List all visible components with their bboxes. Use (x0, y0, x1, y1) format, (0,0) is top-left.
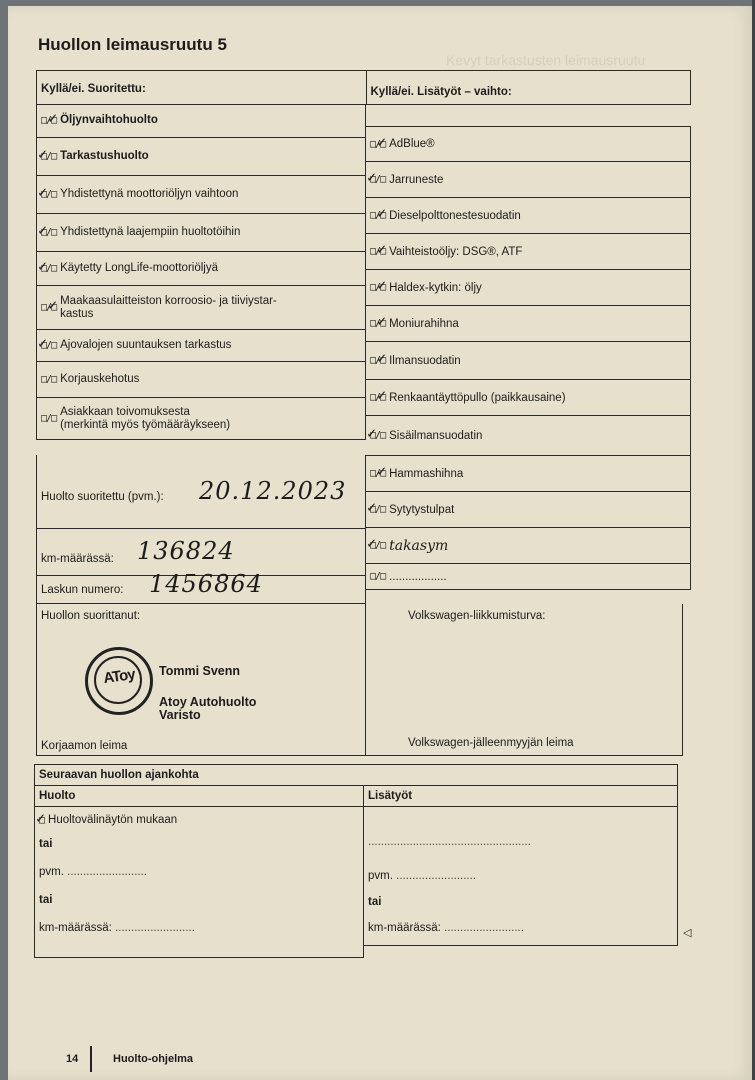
right-row-label: .................. (389, 570, 447, 583)
left-row (36, 252, 366, 286)
right-column (366, 126, 691, 590)
right-header: Kyllä/ei. Lisätyöt – vaihto: (366, 71, 691, 105)
dealer-stamp-label: Volkswagen-jälleenmyyjän leima (408, 737, 574, 749)
checkbox-pair: □ ✓/□ (41, 227, 56, 238)
next-service-right (364, 786, 678, 946)
left-row (36, 398, 366, 440)
next-service-left (34, 786, 364, 958)
or-right: tai (368, 896, 382, 908)
left-row-label: Maakaasulaitteiston korroosio- ja tiiviystar- kastus (60, 294, 277, 320)
next-date-left: pvm. ......................... (39, 866, 148, 878)
right-row (366, 492, 691, 528)
checkbox-pair: □ ✓/□ (41, 340, 56, 351)
right-row (366, 162, 691, 198)
checkbox-pair: □/□ ✓ (370, 468, 385, 479)
right-row-label: Haldex-kytkin: öljy (389, 281, 482, 294)
next-km-right: km-määrässä: ......................... (368, 922, 524, 934)
dealer-cell (366, 604, 683, 756)
checkbox-pair: □/□ ✓ (370, 318, 385, 329)
checkbox-pair: □/□ ✓ (41, 115, 56, 126)
checkbox-pair: □/□ ✓ (370, 139, 385, 150)
right-row-label: Dieselpolttonestesuodatin (389, 209, 521, 222)
workshop-stamp (37, 604, 365, 749)
right-row-label: Jarruneste (389, 173, 444, 186)
right-row (366, 564, 691, 590)
checkbox-pair: □/□ ✓ (41, 302, 56, 313)
right-row-label: Hammashihna (389, 467, 464, 480)
performer-label: Huollon suorittanut: (41, 610, 141, 622)
checkbox-pair: □/□ ✓ (370, 392, 385, 403)
right-row (366, 234, 691, 270)
col-right-label: Lisätyöt (368, 790, 413, 802)
continue-marker: ◁ (683, 927, 692, 939)
left-header: Kyllä/ei. Suoritettu: (37, 71, 367, 105)
right-row-label: Sytytystulpat (389, 503, 455, 516)
atoy-logo (85, 647, 153, 715)
right-row (366, 126, 691, 162)
checkbox-pair: □ ✓/□ (370, 540, 385, 551)
ghost-text: Kevyt tarkastusten leimausruutu (446, 52, 646, 68)
right-row-label: Moniurahihna (389, 317, 459, 330)
checkbox-pair: □ ✓/□ (370, 504, 385, 515)
stamp-company (159, 696, 256, 722)
next-service-header-row (34, 764, 678, 786)
right-row (366, 198, 691, 234)
left-row-label: Asiakkaan toivomuksesta (merkintä myös työmääräykseen) (60, 405, 231, 431)
checkbox-pair: □ ✓/□ (370, 430, 385, 441)
left-row (36, 138, 366, 176)
page-title: Huollon leimausruutu 5 (38, 35, 227, 54)
left-row-label: Käytetty LongLife-moottoriöljyä (60, 262, 218, 274)
extra-dots: ................................................... (368, 836, 531, 848)
footer-section: Huolto-ohjelma (113, 1053, 194, 1065)
right-row-label: Ilmansuodatin (389, 354, 461, 367)
checkbox-pair: □/□ ✓ (370, 355, 385, 366)
workshop-stamp-label: Korjaamon leima (41, 740, 128, 752)
checkbox-pair: □/□ (41, 413, 57, 424)
next-date-right: pvm. ......................... (368, 870, 477, 882)
page-number: 14 (66, 1053, 79, 1065)
footer-divider (90, 1046, 92, 1072)
checkbox-pair: □ ✓/□ (41, 151, 56, 162)
or-2: tai (39, 894, 53, 906)
service-stamp-table (36, 70, 691, 105)
km-label: km-määrässä: (41, 553, 114, 565)
stamp-company-line2: Varisto (159, 708, 201, 722)
checkbox-pair: □ ✓/□ (41, 263, 56, 274)
km-value: 136824 (137, 537, 235, 565)
left-row (36, 104, 366, 138)
stamp-company-line1: Atoy Autohuolto (159, 695, 257, 709)
left-row-label: Yhdistettynä moottoriöljyn vaihtoon (60, 188, 239, 200)
service-date-label: Huolto suoritettu (pvm.): (41, 491, 164, 503)
invoice-value: 1456864 (149, 570, 263, 598)
service-date-cell (36, 455, 366, 529)
left-row-label: Yhdistettynä laajempiin huoltotöihin (60, 226, 241, 238)
right-row (366, 270, 691, 306)
by-indicator: □ ✓ Huoltovälinäytön mukaan (39, 814, 177, 826)
right-row-label: Renkaantäyttöpullo (paikkausaine) (389, 391, 566, 404)
right-row-label: Sisäilmansuodatin (389, 429, 483, 442)
left-row (36, 362, 366, 398)
next-service-header: Seuraavan huollon ajankohta (39, 769, 199, 781)
right-row-label: Vaihteistoöljy: DSG®, ATF (389, 245, 523, 258)
checkbox-pair: □/□ ✓ (370, 246, 385, 257)
checkbox-pair: □ ✓/□ (370, 174, 385, 185)
left-row-label: Öljynvaihtohuolto (60, 114, 158, 126)
right-row (366, 456, 691, 492)
left-row-label: Korjauskehotus (60, 373, 140, 385)
left-row-label: Tarkastushuolto (60, 150, 149, 162)
right-row (366, 528, 691, 564)
km-cell (36, 529, 366, 576)
document-page (8, 6, 753, 1080)
left-row (36, 330, 366, 362)
checkbox-pair: □/□ (370, 571, 386, 582)
col-left-label: Huolto (39, 790, 76, 802)
right-row (366, 380, 691, 416)
left-row (36, 286, 366, 330)
checkbox-pair: □/□ ✓ (370, 210, 385, 221)
performer-cell (36, 604, 366, 756)
stamp-person: Tommi Svenn (159, 664, 241, 678)
right-row-label: AdBlue® (389, 138, 435, 150)
checkbox-pair: □/□ (41, 374, 57, 385)
right-row (366, 342, 691, 380)
left-row-label: Ajovalojen suuntauksen tarkastus (60, 339, 232, 351)
left-column (36, 104, 366, 440)
right-row (366, 306, 691, 342)
checkbox-pair: □/□ ✓ (370, 282, 385, 293)
or-1: tai (39, 838, 53, 850)
invoice-label: Laskun numero: (41, 584, 124, 596)
right-row (366, 416, 691, 456)
invoice-cell (36, 570, 366, 604)
service-date-value: 20.12.2023 (199, 477, 347, 505)
left-row (36, 214, 366, 252)
right-row-label: takasym (389, 537, 449, 554)
next-km-left: km-määrässä: ......................... (39, 922, 195, 934)
checkbox-pair: □ ✓/□ (41, 189, 56, 200)
vw-mobility-label: Volkswagen-liikkumisturva: (408, 610, 546, 622)
left-row (36, 176, 366, 214)
